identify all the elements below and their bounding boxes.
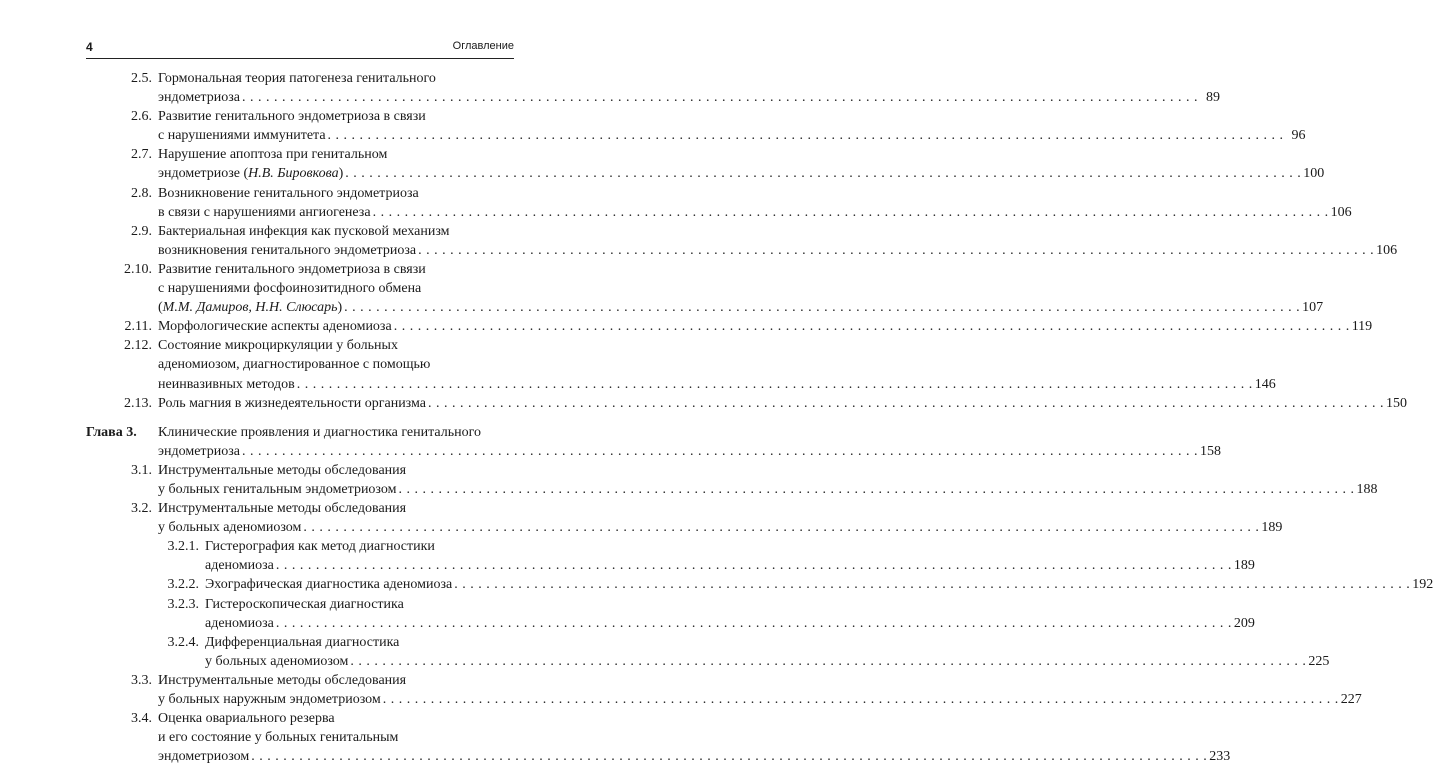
toc-entry-title-last-line: эндометриозом: [158, 749, 250, 765]
toc-entry-number: 2.6.: [131, 109, 152, 125]
toc-entry-title-last-line: аденомиоза: [205, 558, 274, 574]
toc-entry[interactable]: [131, 222, 1398, 260]
toc-entry-title-last-line: в связи с нарушениями ангиогенеза: [158, 204, 371, 220]
toc-entry-number: 2.5.: [131, 71, 152, 86]
dot-leader: . . . . . . . . . . . . . . . . . . . . . . . . . . . . . . . . . . . . . . . . . . . . . . . . . . . . . . . . . . . . . . . . . . . . . . . . . . . . . . . . . . . . . . . . . . . . . . . . . . . . . . . . . . . . . . . . . . . . . . . .: [454, 577, 1411, 593]
table-of-contents: [0, 69, 1433, 766]
dot-leader: . . . . . . . . . . . . . . . . . . . . . . . . . . . . . . . . . . . . . . . . . . . . . . . . . . . . . . . . . . . . . . . . . . . . . . . . . . . . . . . . . . . . . . . . . . . . . . . . . . . . . . . . . . . . . . . . . . . . . . . .: [303, 520, 1260, 536]
toc-entry[interactable]: [124, 260, 1324, 317]
toc-entry-title-line: Состояние микроциркуляции у больных: [158, 338, 398, 354]
toc-entry-title-line: Развитие генитального эндометриоза в связи: [158, 261, 426, 277]
toc-page-number: 227: [1340, 692, 1362, 707]
toc-entry-title-line: Дифференциальная диагностика: [205, 634, 400, 650]
dot-leader: . . . . . . . . . . . . . . . . . . . . . . . . . . . . . . . . . . . . . . . . . . . . . . . . . . . . . . . . . . . . . . . . . . . . . . . . . . . . . . . . . . . . . . . . . . . . . . . . . . . . . . . . . . . . . . . . . . . . . . . .: [296, 376, 1253, 392]
toc-page-number: 146: [1254, 376, 1276, 392]
toc-entry[interactable]: [131, 69, 1220, 107]
toc-page-number: 107: [1302, 300, 1324, 316]
toc-entry-title-last-line: возникновения генитального эндометриоза: [158, 242, 417, 258]
toc-entry-title-line: Развитие генитального эндометриоза в связи: [158, 109, 426, 125]
toc-entry-title-last-line: у больных генитальным эндометриозом: [158, 481, 397, 497]
toc-entry-number: 3.4.: [131, 711, 152, 727]
toc-entry[interactable]: [124, 394, 1407, 413]
dot-leader: . . . . . . . . . . . . . . . . . . . . . . . . . . . . . . . . . . . . . . . . . . . . . . . . . . . . . . . . . . . . . . . . . . . . . . . . . . . . . . . . . . . . . . . . . . . . . . . . . . . . . . . . . . . . . . . . . . . . . . . .: [241, 90, 1198, 106]
toc-entry[interactable]: [167, 575, 1433, 594]
toc-page-number: 192: [1412, 577, 1433, 593]
dot-leader: . . . . . . . . . . . . . . . . . . . . . . . . . . . . . . . . . . . . . . . . . . . . . . . . . . . . . . . . . . . . . . . . . . . . . . . . . . . . . . . . . . . . . . . . . . . . . . . . . . . . . . . . . . . . . . . . . . . . . . . .: [275, 558, 1232, 574]
toc-page-number: 233: [1209, 749, 1231, 765]
toc-entry[interactable]: [167, 633, 1330, 671]
toc-entry-author: М.М. Дамиров, Н.Н. Слюсарь: [162, 300, 338, 316]
toc-page-number: 225: [1308, 653, 1330, 669]
toc-page-number: 96: [1291, 128, 1306, 144]
toc-entry-title-line: Гормональная теория патогенеза генитального: [158, 71, 436, 86]
dot-leader: . . . . . . . . . . . . . . . . . . . . . . . . . . . . . . . . . . . . . . . . . . . . . . . . . . . . . . . . . . . . . . . . . . . . . . . . . . . . . . . . . . . . . . . . . . . . . . . . . . . . . . . . . . . . . . . . . . . . . . . .: [393, 319, 1350, 335]
toc-entry-title-line: с нарушениями фосфоинозитидного обмена: [158, 281, 422, 297]
toc-entry-title-line: Бактериальная инфекция как пусковой механизм: [158, 223, 450, 239]
dot-leader: . . . . . . . . . . . . . . . . . . . . . . . . . . . . . . . . . . . . . . . . . . . . . . . . . . . . . . . . . . . . . . . . . . . . . . . . . . . . . . . . . . . . . . . . . . . . . . . . . . . . . . . . . . . . . . . . . . . . . . . .: [345, 166, 1302, 182]
toc-entry-number: Глава 3.: [86, 424, 137, 440]
toc-entry[interactable]: [131, 709, 1231, 766]
toc-page-number: 150: [1386, 395, 1407, 411]
toc-entry-number: 2.10.: [124, 261, 152, 277]
toc-entry-title-last-line: Роль магния в жизнедеятельности организма: [158, 395, 426, 411]
toc-entry[interactable]: [131, 145, 1325, 183]
toc-page-number: 100: [1303, 166, 1325, 182]
toc-page-number: 188: [1356, 481, 1378, 497]
toc-entry-title-last-line: Морфологические аспекты аденомиоза: [158, 319, 392, 335]
toc-entry-title-last-line: аденомиоза: [205, 615, 274, 631]
dot-leader: . . . . . . . . . . . . . . . . . . . . . . . . . . . . . . . . . . . . . . . . . . . . . . . . . . . . . . . . . . . . . . . . . . . . . . . . . . . . . . . . . . . . . . . . . . . . . . . . . . . . . . . . . . . . . . . . . . . . . . . .: [428, 395, 1384, 411]
toc-entry-title-line: и его состояние у больных генитальным: [158, 730, 399, 746]
toc-entry-title-last-line: у больных наружным эндометриозом: [158, 692, 381, 707]
toc-page-number: 158: [1199, 443, 1221, 459]
toc-entry-number: 3.1.: [131, 462, 152, 478]
toc-entry-number: 3.2.1.: [167, 539, 199, 555]
toc-entry-number: 2.12.: [124, 338, 152, 354]
toc-entry-title-last-line: эндометриоза: [158, 90, 240, 106]
toc-entry-number: 2.8.: [131, 185, 152, 201]
toc-entry-number: 3.2.3.: [167, 596, 199, 612]
dot-leader: . . . . . . . . . . . . . . . . . . . . . . . . . . . . . . . . . . . . . . . . . . . . . . . . . . . . . . . . . . . . . . . . . . . . . . . . . . . . . . . . . . . . . . . . . . . . . . . . . . . . . . . . . . . . . . . . . . . . . . . .: [275, 615, 1232, 631]
toc-entry[interactable]: [124, 336, 1276, 393]
toc-entry[interactable]: [167, 595, 1255, 633]
dot-leader: . . . . . . . . . . . . . . . . . . . . . . . . . . . . . . . . . . . . . . . . . . . . . . . . . . . . . . . . . . . . . . . . . . . . . . . . . . . . . . . . . . . . . . . . . . . . . . . . . . . . . . . . . . . . . . . . . . . . . . . .: [372, 204, 1329, 220]
toc-page-number: 189: [1233, 558, 1255, 574]
toc-entry-number: 3.3.: [131, 672, 152, 688]
dot-leader: . . . . . . . . . . . . . . . . . . . . . . . . . . . . . . . . . . . . . . . . . . . . . . . . . . . . . . . . . . . . . . . . . . . . . . . . . . . . . . . . . . . . . . . . . . . . . . . . . . . . . . . . . . . . . . . . . . . . . . . .: [251, 749, 1208, 765]
toc-entry-title-line: Гистероскопическая диагностика: [205, 596, 404, 612]
toc-entry[interactable]: [131, 461, 1378, 499]
dot-leader: . . . . . . . . . . . . . . . . . . . . . . . . . . . . . . . . . . . . . . . . . . . . . . . . . . . . . . . . . . . . . . . . . . . . . . . . . . . . . . . . . . . . . . . . . . . . . . . . . . . . . . . . . . . . . . . . . . . . . . . .: [398, 481, 1355, 497]
toc-entry[interactable]: [131, 184, 1352, 222]
toc-entry-title-line: Инструментальные методы обследования: [158, 501, 407, 517]
toc-entry-title-last-line: у больных аденомиозом: [205, 653, 349, 669]
toc-page-number: 119: [1351, 319, 1373, 335]
toc-entry-title-last-line: с нарушениями иммунитета: [158, 128, 326, 144]
dot-leader: . . . . . . . . . . . . . . . . . . . . . . . . . . . . . . . . . . . . . . . . . . . . . . . . . . . . . . . . . . . . . . . . . . . . . . . . . . . . . . . . . . . . . . . . . . . . . . . . . . . . . . . . . . . . . . . . . . . . . . . .: [327, 128, 1284, 144]
toc-entry[interactable]: [131, 499, 1283, 537]
toc-entry-title-line: Возникновение генитального эндометриоза: [158, 185, 419, 201]
toc-entry-number: 2.7.: [131, 147, 152, 163]
toc-entry[interactable]: [167, 537, 1255, 575]
toc-entry-number: 3.2.: [131, 501, 152, 517]
toc-entry-title-line: аденомиозом, диагностированное с помощью: [158, 357, 431, 373]
toc-entry-title-line: Нарушение апоптоза при генитальном: [158, 147, 388, 163]
toc-entry-title-line: Инструментальные методы обследования: [158, 672, 407, 688]
dot-leader: . . . . . . . . . . . . . . . . . . . . . . . . . . . . . . . . . . . . . . . . . . . . . . . . . . . . . . . . . . . . . . . . . . . . . . . . . . . . . . . . . . . . . . . . . . . . . . . . . . . . . . . . . . . . . . . . . . . . . . . .: [382, 692, 1339, 707]
dot-leader: . . . . . . . . . . . . . . . . . . . . . . . . . . . . . . . . . . . . . . . . . . . . . . . . . . . . . . . . . . . . . . . . . . . . . . . . . . . . . . . . . . . . . . . . . . . . . . . . . . . . . . . . . . . . . . . . . . . . . . . .: [418, 242, 1375, 258]
toc-entry-title-line: Оценка овариального резерва: [158, 711, 335, 727]
toc-entry[interactable]: [124, 317, 1373, 336]
toc-entry-title-last-line: эндометриоза: [158, 443, 240, 459]
toc-entry[interactable]: [131, 107, 1306, 145]
toc-entry-author: Н.В. Бировкова: [248, 166, 339, 182]
dot-leader: . . . . . . . . . . . . . . . . . . . . . . . . . . . . . . . . . . . . . . . . . . . . . . . . . . . . . . . . . . . . . . . . . . . . . . . . . . . . . . . . . . . . . . . . . . . . . . . . . . . . . . . . . . . . . . . . . . . . . . . .: [241, 443, 1198, 459]
dot-leader: . . . . . . . . . . . . . . . . . . . . . . . . . . . . . . . . . . . . . . . . . . . . . . . . . . . . . . . . . . . . . . . . . . . . . . . . . . . . . . . . . . . . . . . . . . . . . . . . . . . . . . . . . . . . . . . . . . . . . . . .: [344, 300, 1301, 316]
toc-entry-title-line: Инструментальные методы обследования: [158, 462, 407, 478]
toc-entry-title-last-line: эндометриозе (Н.В. Бировкова): [158, 166, 344, 182]
page-number: 4: [86, 40, 93, 54]
toc-entry-number: 2.11.: [124, 319, 152, 335]
page-header: [86, 40, 514, 60]
toc-entry-number: 3.2.2.: [167, 577, 199, 593]
running-title: Оглавление: [452, 40, 514, 52]
toc-entry-title-last-line: неинвазивных методов: [158, 376, 295, 392]
toc-entry-number: 2.13.: [124, 395, 152, 411]
toc-entry-title-line: Клинические проявления и диагностика генитального: [158, 424, 482, 440]
toc-page-number: 106: [1376, 242, 1398, 258]
toc-entry-title-last-line: у больных аденомиозом: [158, 520, 302, 536]
toc-chapter[interactable]: [86, 423, 1221, 461]
toc-page-number: 189: [1261, 520, 1283, 536]
toc-entry-title-last-line: Эхографическая диагностика аденомиоза: [205, 577, 453, 593]
toc-page-number: 89: [1205, 90, 1220, 106]
toc-page-number: 106: [1330, 204, 1352, 220]
header-rule: [86, 58, 514, 59]
toc-entry-number: 3.2.4.: [167, 634, 199, 650]
toc-page-number: 209: [1233, 615, 1255, 631]
toc-entry-title-last-line: (М.М. Дамиров, Н.Н. Слюсарь): [158, 300, 343, 316]
toc-entry-number: 2.9.: [131, 223, 152, 239]
dot-leader: . . . . . . . . . . . . . . . . . . . . . . . . . . . . . . . . . . . . . . . . . . . . . . . . . . . . . . . . . . . . . . . . . . . . . . . . . . . . . . . . . . . . . . . . . . . . . . . . . . . . . . . . . . . . . . . . . . . . . . . .: [350, 653, 1307, 669]
toc-entry[interactable]: [131, 671, 1362, 709]
toc-entry-title-line: Гистерография как метод диагностики: [205, 539, 435, 555]
